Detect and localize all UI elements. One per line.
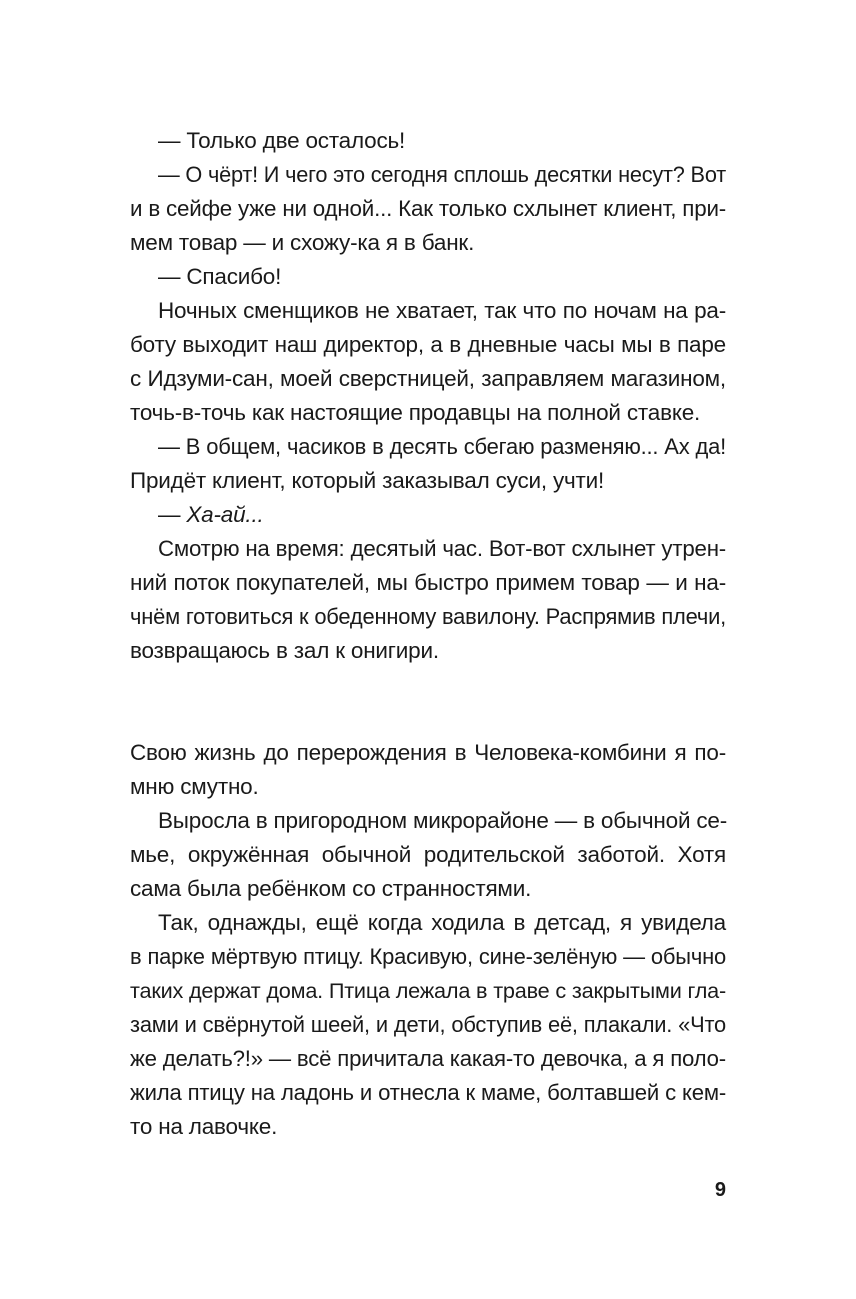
dash: — <box>158 502 187 527</box>
text-line: — Только две осталось! <box>158 128 406 153</box>
text-line: и в сейфе уже ни одной... Как только схлынет клиент, при- <box>130 196 726 221</box>
text-line: — О чёрт! И чего это сегодня сплошь десятки несут? Вот <box>158 162 726 187</box>
text-line: чнём готовиться к обеденному вавилону. Распрямив плечи, <box>130 604 727 629</box>
text-line: в парке мёртвую птицу. Красивую, сине-зелёную — обычно <box>130 944 726 969</box>
text-line: — Спасибо! <box>158 264 282 289</box>
text-line: сама была ребёнком со странностями. <box>130 876 532 901</box>
text-line <box>158 498 726 532</box>
page-number: 9 <box>714 1179 726 1201</box>
text-line: Свою жизнь до перерождения в Человека-комбини я по- <box>130 740 726 765</box>
text-line: возвращаюсь в зал к онигири. <box>130 638 439 663</box>
text-line: боту выходит наш директор, а в дневные часы мы в паре <box>130 332 726 357</box>
text-line: точь-в-точь как настоящие продавцы на полной ставке. <box>130 400 701 425</box>
text-line: же делать?!» — всё причитала какая-то девочка, а я поло- <box>130 1046 726 1071</box>
text-line: Выросла в пригородном микрорайоне — в обычной се- <box>158 808 728 833</box>
text-line: Придёт клиент, который заказывал суси, учти! <box>130 468 605 493</box>
text-line: Смотрю на время: десятый час. Вот-вот схлынет утрен- <box>158 536 726 561</box>
text-line: таких держат дома. Птица лежала в траве с закрытыми гла- <box>130 978 726 1003</box>
text-line: то на лавочке. <box>130 1114 278 1139</box>
text-line: мню смутно. <box>130 774 259 799</box>
text-line: Так, однажды, ещё когда ходила в детсад, я увидела <box>158 910 726 935</box>
text-line: — В общем, часиков в десять сбегаю разменяю... Ах да! <box>158 434 726 459</box>
text-line: Ночных сменщиков не хватает, так что по ночам на ра- <box>158 298 726 323</box>
text-line: мем товар — и схожу-ка я в банк. <box>130 230 475 255</box>
italic-reply: Ха-ай... <box>186 502 264 527</box>
text-line: жила птицу на ладонь и отнесла к маме, болтавшей с кем- <box>130 1080 726 1105</box>
text-line: с Идзуми-сан, моей сверстницей, заправляем магазином, <box>130 366 726 391</box>
text-line: зами и свёрнутой шеей, и дети, обступив её, плакали. «Что <box>130 1012 726 1037</box>
text-line: ний поток покупателей, мы быстро примем товар — и на- <box>130 570 726 595</box>
text-line: мье, окружённая обычной родительской заботой. Хотя <box>130 842 726 867</box>
